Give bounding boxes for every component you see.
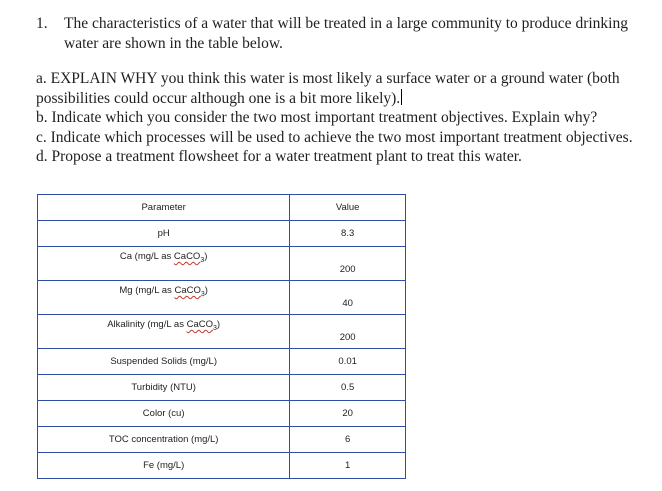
value-cell bbox=[290, 315, 406, 349]
header-value: Value bbox=[290, 195, 406, 221]
table-row bbox=[38, 375, 406, 401]
value-cell: 20 bbox=[290, 401, 406, 427]
table-row bbox=[38, 281, 406, 315]
value-cell: 0.5 bbox=[290, 375, 406, 401]
table-row bbox=[38, 453, 406, 479]
value-text: 200 bbox=[339, 264, 356, 275]
chem-subscript: 3 bbox=[200, 257, 205, 264]
parameter-label: Ca (mg/L as bbox=[119, 251, 174, 262]
part-b: b. Indicate which you consider the two most important treatment objectives. Explain why? bbox=[36, 109, 598, 126]
value-cell: 6 bbox=[290, 427, 406, 453]
value-text: 200 bbox=[339, 332, 356, 343]
chem-formula: CaCO bbox=[173, 251, 201, 262]
table-header-row bbox=[38, 195, 406, 221]
chem-subscript: 3 bbox=[200, 291, 205, 298]
parameter-cell: pH bbox=[38, 221, 290, 247]
value-cell bbox=[290, 281, 406, 315]
chem-formula: CaCO bbox=[186, 319, 213, 330]
parameter-cell bbox=[38, 247, 290, 281]
table-row bbox=[38, 221, 406, 247]
table-row bbox=[38, 247, 406, 281]
table-row bbox=[38, 427, 406, 453]
parameter-close: ) bbox=[204, 251, 208, 262]
parameter-close: ) bbox=[216, 319, 221, 330]
parameter-table bbox=[37, 194, 406, 479]
parameter-label: Mg (mg/L as bbox=[119, 285, 175, 296]
value-cell: 0.01 bbox=[290, 349, 406, 375]
part-d: d. Propose a treatment flowsheet for a water treatment plant to treat this water. bbox=[36, 148, 522, 165]
question-parts bbox=[36, 69, 662, 167]
value-text: 40 bbox=[342, 298, 353, 309]
question-number: 1. bbox=[36, 15, 48, 32]
table-row bbox=[38, 349, 406, 375]
parameter-cell: Color (cu) bbox=[38, 401, 290, 427]
chem-subscript: 3 bbox=[213, 325, 217, 332]
part-a-line-2[interactable] bbox=[36, 89, 662, 109]
parameter-cell: Fe (mg/L) bbox=[38, 453, 290, 479]
parameter-cell: TOC concentration (mg/L) bbox=[38, 427, 290, 453]
part-a-line-2-text: possibilities could occur although one is a bit more likely). bbox=[36, 89, 401, 107]
part-a-line-1: a. EXPLAIN WHY you think this water is most likely a surface water or a ground water (both bbox=[36, 70, 620, 87]
header-parameter: Parameter bbox=[38, 195, 290, 221]
parameter-cell: Turbidity (NTU) bbox=[38, 375, 290, 401]
table-row bbox=[38, 315, 406, 349]
parameter-cell: Suspended Solids (mg/L) bbox=[38, 349, 290, 375]
value-cell: 8.3 bbox=[290, 221, 406, 247]
text-cursor bbox=[401, 89, 402, 105]
value-cell bbox=[290, 247, 406, 281]
parameter-cell bbox=[38, 315, 290, 349]
question-intro: The characteristics of a water that will be treated in a large community to produce drinking water are shown in the table below. bbox=[64, 15, 628, 52]
part-c: c. Indicate which processes will be used to achieve the two most important treatment objectives. bbox=[36, 128, 633, 146]
parameter-cell bbox=[38, 281, 290, 315]
parameter-close: ) bbox=[204, 285, 208, 296]
parameter-label: Alkalinity (mg/L as bbox=[107, 319, 187, 330]
value-cell: 1 bbox=[290, 453, 406, 479]
table-row bbox=[38, 401, 406, 427]
chem-formula: CaCO bbox=[174, 285, 201, 296]
